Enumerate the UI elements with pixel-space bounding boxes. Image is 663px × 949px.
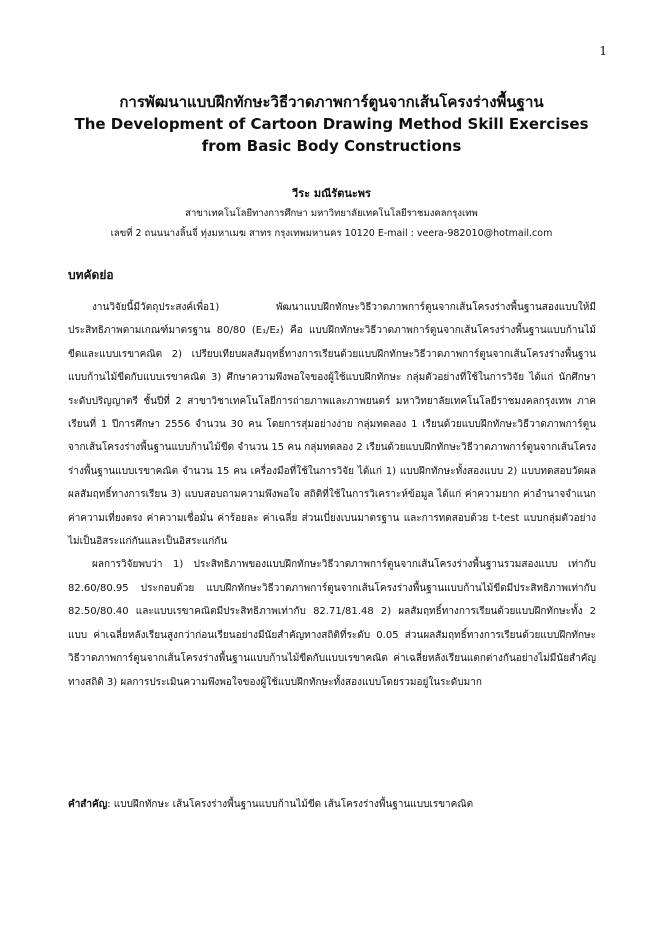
author-name: วีระ มณีรัตนะพร [292, 187, 371, 200]
page-number: 1 [599, 44, 607, 58]
abstract-paragraph-1: งานวิจัยนี้มีวัตถุประสงค์เพื่อ1) พัฒนาแบบฝึกทักษะวิธีวาดภาพการ์ตูนจากเส้นโครงร่างพื้นฐานสองแบบให้มีประสิทธิภาพตามเกณฑ์มาตรฐาน 80/80 (E₁/E₂) คือ แบบฝึกทักษะวิธีวาดภาพการ์ตูนจากเส้นโครงร่างพื้นฐานแบบก้านไม้ขีดและแบบเรขาคณิต 2) เปรียบเทียบผลสัมฤทธิ์ทางการเรียนด้วยแบบฝึกทักษะวิธีวาดภาพการ์ตูนจากเส้นโครงร่างพื้นฐานแบบก้านไม้ขีดกับแบบเรขาคณิต 3) ศึกษาความพึงพอใจของผู้ใช้แบบฝึกทักษะ กลุ่มตัวอย่างที่ใช้ในการวิจัย ได้แก่ นักศึกษาระดับปริญญาตรี ชั้นปีที่ 2 สาขาวิชาเทคโนโลยีการถ่ายภาพและภาพยนตร์ มหาวิทยาลัยเทคโนโลยีราชมงคลกรุงเทพ ภาคเรียนที่ 1 ปีการศึกษา 2556 จำนวน 30 คน โดยการสุ่มอย่างง่าย กลุ่มทดลอง 1 เรียนด้วยแบบฝึกทักษะวิธีวาดภาพการ์ตูนจากเส้นโครงร่างพื้นฐานแบบก้านไม้ขีด จำนวน 15 คน กลุ่มทดลอง 2 เรียนด้วยแบบฝึกทักษะวิธีวาดภาพการ์ตูนจากเส้นโครงร่างพื้นฐานแบบเรขาคณิต จำนวน 15 คน เครื่องมือที่ใช้ในการวิจัย ได้แก่ 1) แบบฝึกทักษะทั้งสองแบบ 2) แบบทดสอบวัดผลผลสัมฤทธิ์ทางการเรียน 3) แบบสอบถามความพึงพอใจ สถิติที่ใช้ในการวิเคราะห์ข้อมูล ได้แก่ ค่าความยาก ค่าอำนาจจำแนก ค่าความเที่ยงตรง ค่าความเชื่อมั่น ค่าร้อยละ ค่าเฉลี่ย ส่วนเบี่ยงเบนมาตรฐาน และการทดสอบด้วย t-test แบบกลุ่มตัวอย่างไม่เป็นอิสระแก่กันและเป็นอิสระแก่กัน [68, 302, 596, 548]
abstract-heading: บทคัดย่อ [68, 268, 114, 282]
keywords [68, 795, 596, 815]
keywords-text: : แบบฝึกทักษะ เส้นโครงร่างพื้นฐานแบบก้านไม้ขีด เส้นโครงร่างพื้นฐานแบบเรขาคณิต [107, 799, 474, 810]
abstract-body [68, 296, 596, 694]
english-title-line-2: from Basic Body Constructions [201, 137, 462, 155]
author-affiliation: สาขาเทคโนโลยีทางการศึกษา มหาวิทยาลัยเทคโนโลยีราชมงคลกรุงเทพ [185, 208, 478, 219]
english-title-line-1: The Development of Cartoon Drawing Method Skill Exercises [74, 115, 589, 133]
author-address: เลขที่ 2 ถนนนางลิ้นจี่ ทุ่งมหาเมฆ สาทร กรุงเทพมหานคร 10120 E-mail : veera-982010@hotmail.com [110, 228, 553, 239]
author-block [0, 184, 663, 244]
abstract-paragraph-2: ผลการวิจัยพบว่า 1) ประสิทธิภาพของแบบฝึกทักษะวิธีวาดภาพการ์ตูนจากเส้นโครงร่างพื้นฐานรวมสองแบบ เท่ากับ 82.60/80.95 ประกอบด้วย แบบฝึกทักษะวิธีวาดภาพการ์ตูนจากเส้นโครงร่างพื้นฐานแบบก้านไม้ขีดมีประสิทธิภาพเท่ากับ 82.50/80.40 และแบบเรขาคณิตมีประสิทธิภาพเท่ากับ 82.71/81.48 2) ผลสัมฤทธิ์ทางการเรียนด้วยแบบฝึกทักษะทั้ง 2 แบบ ค่าเฉลี่ยหลังเรียนสูงกว่าก่อนเรียนอย่างมีนัยสำคัญทางสถิติที่ระดับ 0.05 ส่วนผลสัมฤทธิ์ทางการเรียนด้วยแบบฝึกทักษะวิธีวาดภาพการ์ตูนจากเส้นโครงร่างพื้นฐานแบบก้านไม้ขีดกับแบบเรขาคณิต ค่าเฉลี่ยหลังเรียนแตกต่างกันอย่างไม่มีนัยสำคัญทางสถิติ 3) ผลการประเมินความพึงพอใจของผู้ใช้แบบฝึกทักษะทั้งสองแบบโดยรวมอยู่ในระดับมาก [68, 559, 596, 688]
keywords-label: คำสำคัญ [68, 799, 108, 810]
thai-title: การพัฒนาแบบฝึกทักษะวิธีวาดภาพการ์ตูนจากเส้นโครงร่างพื้นฐาน [119, 93, 544, 111]
title-block [0, 92, 663, 157]
